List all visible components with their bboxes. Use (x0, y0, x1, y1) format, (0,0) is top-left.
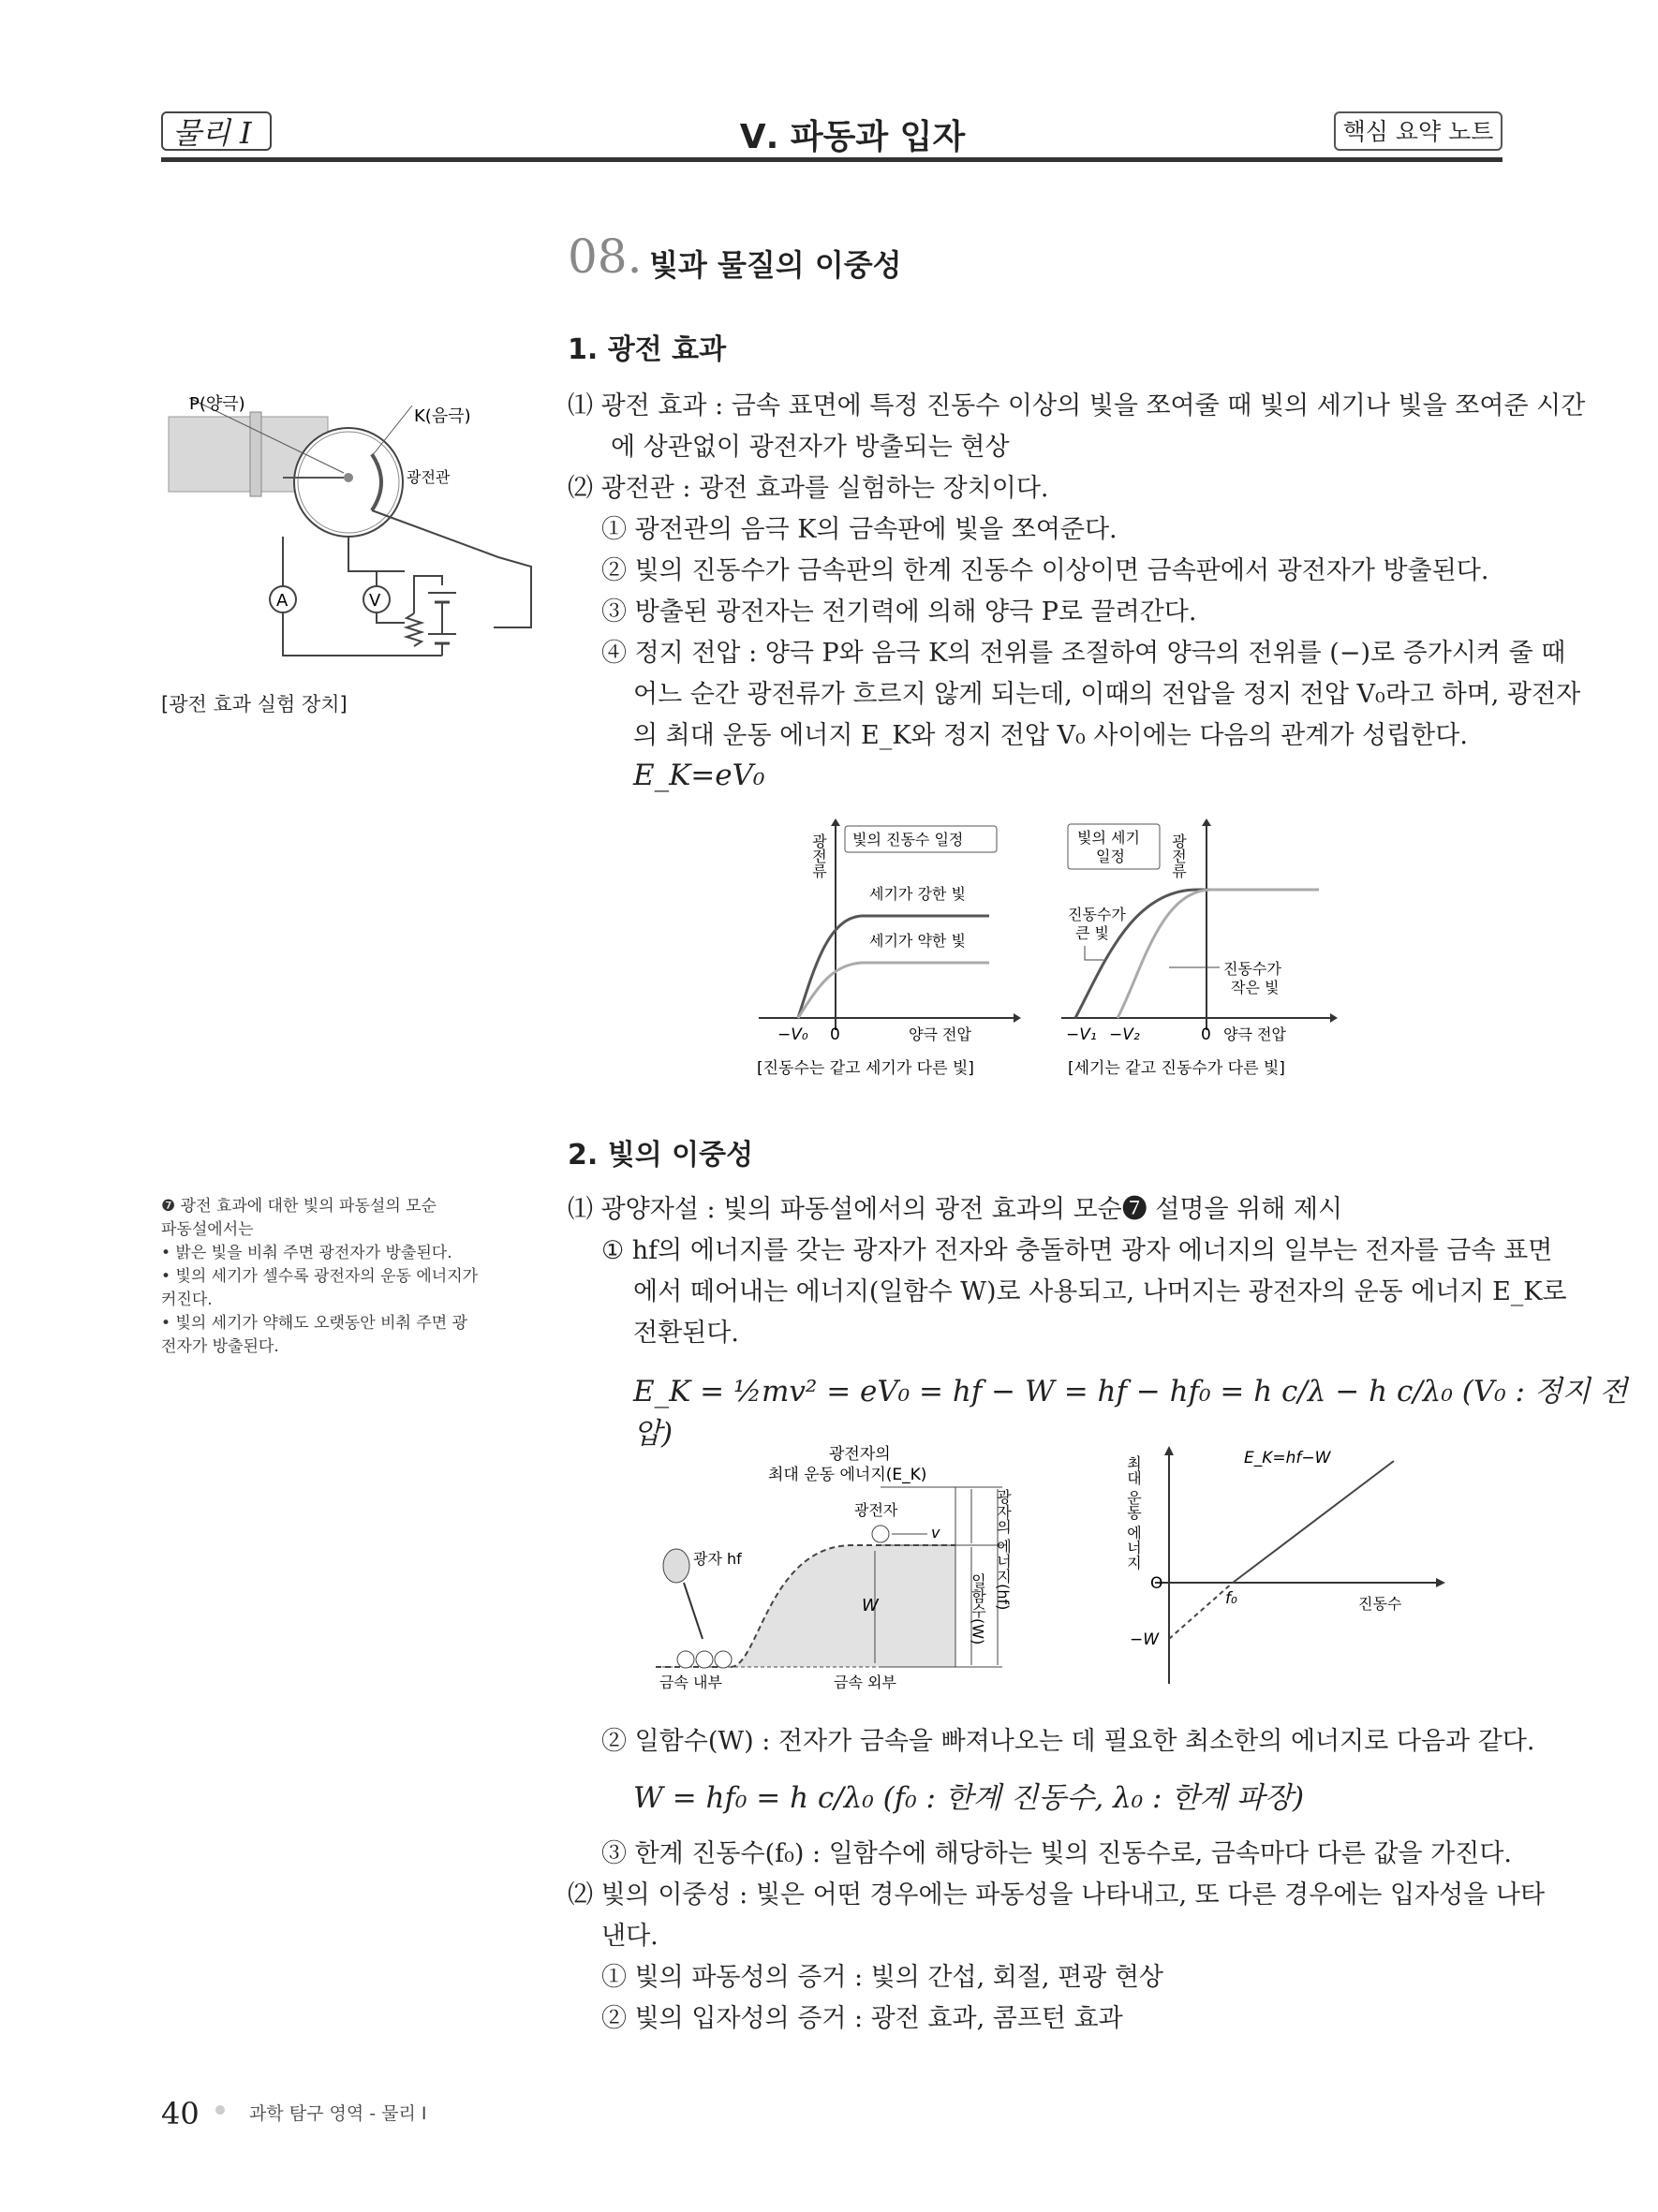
part1-item: 어느 순간 광전류가 흐르지 않게 되는데, 이때의 전압을 정지 전압 V₀라고 하며, 광전자 (633, 680, 1581, 709)
graph2-low-line2: 작은 빛 (1231, 979, 1280, 996)
graph1-xlabel: 양극 전압 (909, 1025, 971, 1043)
photon-energy-label: 광자의 에너지(hf) (994, 1489, 1013, 1611)
formula-photon: E_K = ½mv² = eV₀ = hf − W = hf − hf₀ = h c/λ − h c/λ₀ (V₀ : 정지 전압) (633, 1375, 1628, 1451)
ke-ylabel: 최대 운동 에너지 (1124, 1455, 1143, 1571)
page-number: 40 (161, 2096, 200, 2131)
graph1-box: 빛의 진동수 일정 (852, 831, 964, 848)
part2-heading: 2. 빛의 이중성 (568, 1139, 754, 1172)
work-label: W (862, 1596, 879, 1615)
side-note-line: 커진다. (161, 1290, 213, 1309)
graph2-box-line2: 일정 (1096, 848, 1125, 865)
part1-item: ② 빛의 진동수가 금속판의 한계 진동수 이상이면 금속판에서 광전자가 방출된다. (601, 556, 1489, 585)
inside-label: 금속 내부 (659, 1674, 722, 1691)
ke-f0: f₀ (1225, 1589, 1237, 1608)
part1-item: ⑵ 광전관 : 광전 효과를 실험하는 장치이다. (568, 474, 1049, 503)
graph2-ylabel: 광전류 (1169, 833, 1188, 878)
curve-low-freq (1118, 890, 1319, 1018)
part2-item: ② 빛의 입자성의 증거 : 광전 효과, 콤프턴 효과 (601, 2004, 1123, 2033)
label-ammeter: A (276, 591, 289, 611)
label-anode: P(양극) (189, 394, 245, 414)
graph2-high-line1: 진동수가 (1068, 906, 1126, 923)
part1-item: 의 최대 운동 에너지 E_K와 정지 전압 V₀ 사이에는 다음의 관계가 성립한다. (633, 721, 1468, 750)
work-function-label: 일함수(W) (969, 1573, 987, 1645)
max-ke-line2: 최대 운동 에너지(E_K) (768, 1466, 927, 1484)
part2-item: ① 빛의 파동성의 증거 : 빛의 간섭, 회절, 편광 현상 (601, 1963, 1163, 1992)
velocity-label: v (931, 1524, 940, 1541)
part1-item: ③ 방출된 광전자는 전기력에 의해 양극 P로 끌려간다. (601, 597, 1197, 627)
label-voltmeter: V (369, 591, 381, 611)
graph2-caption: [세기는 같고 진동수가 다른 빛] (1068, 1059, 1285, 1078)
side-note (161, 1195, 478, 1359)
ke-xlabel: 진동수 (1358, 1595, 1402, 1613)
subject-label: 물리 Ⅰ (161, 111, 272, 151)
part2-item: 낸다. (601, 1922, 659, 1951)
part1-item: ① 광전관의 음극 K의 금속판에 빛을 쪼여준다. (601, 515, 1118, 544)
graph1-ylabel: 광전류 (809, 833, 828, 878)
ke-origin: O (1150, 1574, 1163, 1593)
apparatus-caption: [광전 효과 실험 장치] (161, 693, 348, 715)
ke-line-label: E_K=hf−W (1244, 1449, 1331, 1467)
graph2-xlabel: 양극 전압 (1223, 1025, 1286, 1043)
photoelectron-label: 광전자 (854, 1501, 898, 1519)
part2-item: ③ 한계 진동수(f₀) : 일함수에 해당하는 빛의 진동수로, 금속마다 다른 값을 가진다. (601, 1839, 1513, 1868)
graph1-xneg: −V₀ (777, 1025, 808, 1044)
part2-item: 전환된다. (633, 1319, 739, 1348)
section-number: 08. (568, 229, 643, 284)
part1-item: ⑴ 광전 효과 : 금속 표면에 특정 진동수 이상의 빛을 쪼여줄 때 빛의 세기나 빛을 쪼여준 시간 (568, 391, 1586, 420)
part2-item: ⑴ 광양자설 : 빛의 파동설에서의 광전 효과의 모순❼ 설명을 위해 제시 (568, 1195, 1343, 1224)
side-note-line: • 빛의 세기가 약해도 오랫동안 비춰 주면 광 (161, 1314, 468, 1333)
outside-label: 금속 외부 (834, 1674, 896, 1691)
photoelectric-apparatus (161, 389, 555, 688)
graph1-zero: 0 (830, 1025, 840, 1044)
photon-label: 광자 hf (693, 1550, 742, 1568)
max-ke-graph (1113, 1442, 1450, 1695)
note-label: 핵심 요약 노트 (1334, 111, 1503, 151)
side-note-line: 전자가 방출된다. (161, 1337, 279, 1356)
formula-workfunction: W = hf₀ = h c/λ₀ (f₀ : 한계 진동수, λ₀ : 한계 파장) (633, 1781, 1305, 1815)
part2-item: ① hf의 에너지를 갖는 광자가 전자와 충돌하면 광자 에너지의 일부는 전자를 금속 표면 (601, 1236, 1553, 1265)
section-title: 빛과 물질의 이중성 (649, 247, 902, 283)
part2-item: ⑵ 빛의 이중성 : 빛은 어떤 경우에는 파동성을 나타내고, 또 다른 경우에는 입자성을 나타 (568, 1880, 1546, 1910)
part2-item: 에서 떼어내는 에너지(일함수 W)로 사용되고, 나머지는 광전자의 운동 에너지 E_K로 (633, 1277, 1567, 1306)
side-note-line: 파동설에서는 (161, 1220, 254, 1239)
graph1-strong-label: 세기가 강한 빛 (869, 885, 966, 903)
graph2-zero: 0 (1201, 1025, 1211, 1044)
graph1-weak-label: 세기가 약한 빛 (869, 932, 966, 950)
graph-frequency (1057, 815, 1338, 1086)
part1-heading: 1. 광전 효과 (568, 333, 727, 366)
unit-title: Ⅴ. 파동과 입자 (739, 118, 966, 156)
label-tube: 광전관 (407, 468, 451, 486)
part1-item: ④ 정지 전압 : 양극 P와 음극 K의 전위를 조절하여 양극의 전위를 (−)로 증가시켜 줄 때 (601, 639, 1566, 668)
formula-ek: E_K=eV₀ (633, 759, 765, 792)
curve-weak (798, 963, 989, 1018)
graph2-xneg2: −V₂ (1109, 1025, 1140, 1044)
footer-dot (215, 2105, 225, 2115)
graph-intensity (749, 815, 1021, 1086)
side-note-line: • 밝은 빛을 비춰 주면 광전자가 방출된다. (161, 1244, 452, 1262)
header-divider (161, 157, 1503, 162)
graph2-low-line1: 진동수가 (1223, 960, 1281, 978)
footer-text: 과학 탐구 영역 - 물리 Ⅰ (249, 2103, 427, 2124)
part2-item: ② 일함수(W) : 전자가 금속을 빠져나오는 데 필요한 최소한의 에너지로 다음과 같다. (601, 1727, 1535, 1756)
label-cathode: K(음극) (414, 406, 471, 426)
work-function-diagram (646, 1442, 1049, 1695)
graph1-caption: [진동수는 같고 세기가 다른 빛] (757, 1059, 974, 1078)
part1-item: 에 상관없이 광전자가 방출되는 현상 (611, 433, 1010, 462)
electron-icon (872, 1526, 889, 1542)
max-ke-line1: 광전자의 (829, 1445, 891, 1464)
graph2-high-line2: 큰 빛 (1075, 924, 1109, 942)
graph2-box-line1: 빛의 세기 (1077, 829, 1140, 847)
ke-negw: −W (1130, 1630, 1160, 1649)
graph2-xneg1: −V₁ (1066, 1025, 1097, 1044)
side-note-line: ❼ 광전 효과에 대한 빛의 파동설의 모순 (161, 1197, 437, 1216)
photon-icon (663, 1549, 689, 1583)
resistor-icon (407, 613, 422, 646)
side-note-line: • 빛의 세기가 셀수록 광전자의 운동 에너지가 (161, 1267, 479, 1286)
